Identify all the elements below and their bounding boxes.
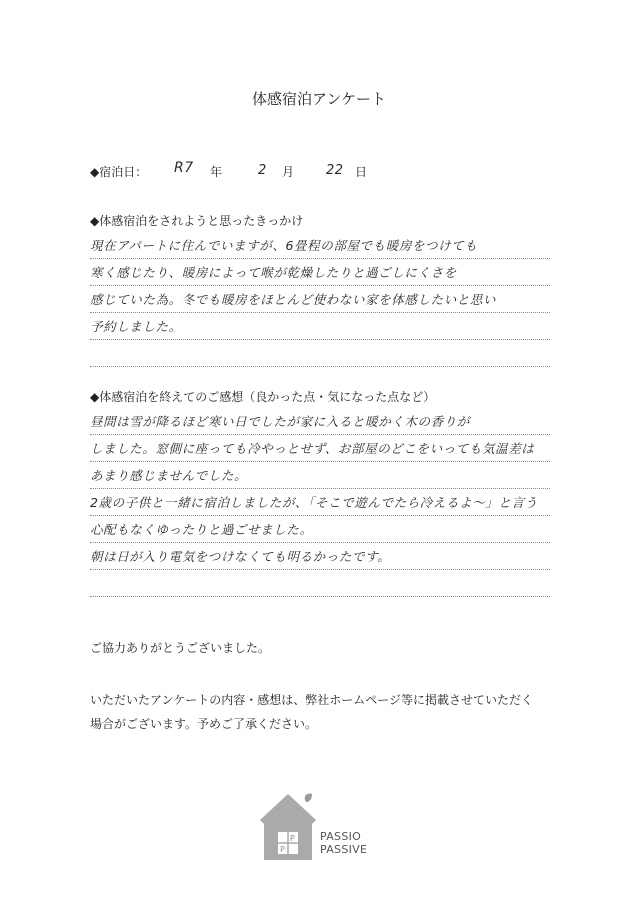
reason-answer-lines xyxy=(90,232,550,367)
answer-text: 朝は日が入り電気をつけなくても明るかったです。 xyxy=(90,549,391,564)
answer-text: 予約しました。 xyxy=(90,319,182,334)
stay-date-year-value: R7 xyxy=(174,160,194,176)
impression-answer-lines xyxy=(90,408,550,597)
stay-date-day-value: 22 xyxy=(326,163,344,178)
answer-line xyxy=(90,286,550,313)
answer-line xyxy=(90,408,550,435)
stay-date-month-unit: 月 xyxy=(282,165,295,179)
thanks-text: ご協力ありがとうございました。 xyxy=(90,641,271,655)
answer-text: 昼間は雪が降るほど寒い日でしたが家に入ると暖かく木の香りが xyxy=(90,414,470,429)
answer-text: 2歳の子供と一緒に宿泊しましたが、「そこで遊んでたら冷えるよ〜」と言う xyxy=(90,495,538,510)
stay-date-label: ◆宿泊日： xyxy=(90,165,148,179)
answer-line xyxy=(90,462,550,489)
stay-date-year-unit: 年 xyxy=(210,165,223,179)
stay-date-row xyxy=(90,160,570,185)
passio-passive-logo xyxy=(258,790,388,870)
logo-text-line-1: PASSIO xyxy=(320,830,362,843)
answer-text: 現在アパートに住んでいますが、6畳程の部屋でも暖房をつけても xyxy=(90,238,478,253)
impression-heading: ◆体感宿泊を終えてのご感想（良かった点・気になった点など） xyxy=(90,390,436,404)
answer-line xyxy=(90,489,550,516)
notice-line-1: いただいたアンケートの内容・感想は、弊社ホームページ等に掲載させていただく xyxy=(90,693,534,707)
logo-letter-p-2: P xyxy=(280,845,285,854)
house-logo-icon xyxy=(258,790,318,870)
answer-line xyxy=(90,259,550,286)
logo-text-line-2: PASSIVE xyxy=(320,843,368,856)
answer-line xyxy=(90,232,550,259)
answer-text: 感じていた為。冬でも暖房をほとんど使わない家を体感したいと思い xyxy=(90,292,497,307)
answer-text: しました。窓側に座っても冷やっとせず、お部屋のどこをいっても気温差は xyxy=(90,441,535,456)
answer-line xyxy=(90,313,550,340)
answer-line xyxy=(90,435,550,462)
answer-text: 心配もなくゆったりと過ごせました。 xyxy=(90,522,313,537)
stay-date-month-value: 2 xyxy=(258,163,267,178)
answer-line xyxy=(90,570,550,597)
logo-letter-p-1: P xyxy=(290,834,295,843)
logo-leaf-icon xyxy=(305,793,312,802)
reason-heading: ◆体感宿泊をされようと思ったきっかけ xyxy=(90,214,304,228)
thanks-message xyxy=(90,636,560,660)
answer-line xyxy=(90,516,550,543)
stay-date-day-unit: 日 xyxy=(355,165,368,179)
answer-line xyxy=(90,543,550,570)
page-title: 体感宿泊アンケート xyxy=(251,90,387,108)
answer-text: あまり感じませんでした。 xyxy=(90,468,248,483)
answer-text: 寒く感じたり、暖房によって喉が乾燥したりと過ごしにくさを xyxy=(90,265,457,280)
notice-line-2: 場合がございます。予めご了承ください。 xyxy=(90,717,318,731)
publication-notice xyxy=(90,688,560,736)
answer-line xyxy=(90,340,550,367)
